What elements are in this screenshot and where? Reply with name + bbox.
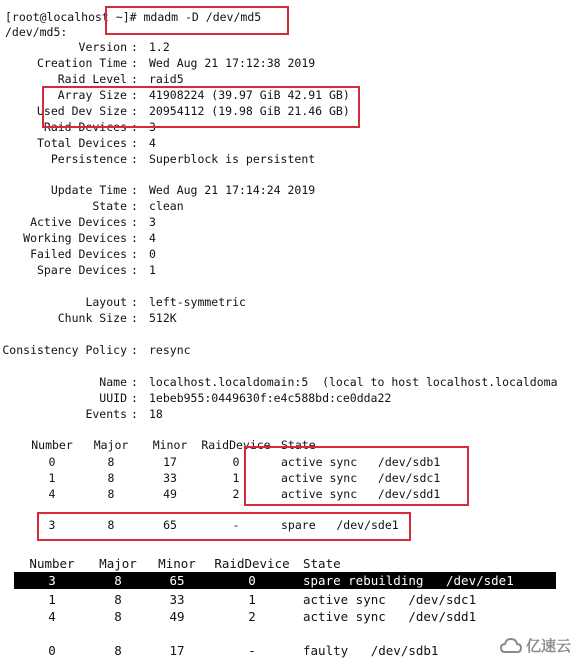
detail-colon: :: [131, 72, 138, 86]
table-header-cell: Major: [93, 438, 129, 452]
detail-key: Raid Level: [57, 72, 127, 86]
watermark-text: 亿速云: [525, 638, 571, 655]
table-cell: active sync /dev/sdc1: [281, 471, 441, 485]
detail-value: Wed Aug 21 17:12:38 2019: [149, 56, 316, 70]
detail-key: Consistency Policy: [2, 343, 127, 357]
table-cell: 1: [232, 471, 240, 485]
table-cell: 8: [107, 471, 115, 485]
table-cell: 4: [48, 487, 56, 501]
detail-key: Raid Devices: [43, 120, 127, 134]
detail-colon: :: [131, 215, 138, 229]
detail-colon: :: [131, 120, 138, 134]
detail-key: Layout: [85, 295, 127, 309]
detail-value: 3: [149, 215, 156, 229]
detail-value: 4: [149, 231, 156, 245]
detail-key: Chunk Size: [57, 311, 127, 325]
table-header-cell: Major: [99, 556, 137, 571]
device-path: /dev/md5:: [5, 25, 68, 39]
table-cell: 0: [248, 573, 256, 588]
detail-key: Failed Devices: [30, 247, 127, 261]
table-cell: -: [248, 643, 256, 658]
table-cell: 8: [114, 573, 122, 588]
detail-colon: :: [131, 343, 138, 357]
detail-value: resync: [149, 343, 191, 357]
command-highlight-box: [105, 6, 289, 35]
detail-value: 1.2: [149, 40, 170, 54]
detail-colon: :: [131, 263, 138, 277]
table-cell: spare rebuilding /dev/sde1: [303, 573, 514, 588]
detail-colon: :: [131, 231, 138, 245]
detail-value: 4: [149, 136, 156, 150]
table-cell: 3: [48, 573, 56, 588]
table-header-cell: Minor: [158, 556, 196, 571]
detail-colon: :: [131, 311, 138, 325]
table-cell: 2: [248, 609, 256, 624]
watermark: [500, 635, 571, 656]
table-cell: 0: [48, 643, 56, 658]
cloud-logo-icon: [500, 637, 522, 655]
detail-value: localhost.localdomain:5 (local to host localhost.localdoma: [149, 375, 558, 389]
detail-colon: :: [131, 40, 138, 54]
detail-key: State: [92, 199, 127, 213]
detail-value: 1: [149, 263, 156, 277]
command-prompt: [root@localhost ~]# mdadm -D /dev/md5: [5, 10, 262, 24]
detail-key: Events: [85, 407, 127, 421]
detail-colon: :: [131, 56, 138, 70]
detail-value: Superblock is persistent: [149, 152, 316, 166]
detail-key: Total Devices: [36, 136, 127, 150]
detail-key: Persistence: [50, 152, 127, 166]
detail-value: 18: [149, 407, 163, 421]
table-cell: active sync /dev/sdd1: [281, 487, 441, 501]
table-header-cell: State: [281, 438, 316, 452]
detail-key: Update Time: [50, 183, 127, 197]
table-cell: 65: [163, 518, 177, 532]
table-cell: 8: [114, 609, 122, 624]
detail-key: Creation Time: [36, 56, 127, 70]
detail-value: 20954112 (19.98 GiB 21.46 GB): [149, 104, 350, 118]
detail-colon: :: [131, 136, 138, 150]
detail-value: 3: [149, 120, 156, 134]
table-cell: 17: [163, 455, 177, 469]
detail-colon: :: [131, 152, 138, 166]
detail-value: Wed Aug 21 17:14:24 2019: [149, 183, 316, 197]
detail-key: Active Devices: [30, 215, 127, 229]
size-highlight-box: [42, 86, 360, 128]
detail-colon: :: [131, 104, 138, 118]
table-cell: -: [232, 518, 240, 532]
table-cell: 33: [163, 471, 177, 485]
table-cell: 8: [114, 592, 122, 607]
detail-value: clean: [149, 199, 184, 213]
table-header-cell: State: [303, 556, 341, 571]
table-cell: 0: [232, 455, 240, 469]
table-cell: 0: [48, 455, 56, 469]
spare-highlight-box: [37, 512, 411, 541]
table-cell: spare /dev/sde1: [281, 518, 399, 532]
table-cell: faulty /dev/sdb1: [303, 643, 439, 658]
table-cell: 8: [107, 518, 115, 532]
detail-key: Array Size: [57, 88, 127, 102]
table-cell: 1: [248, 592, 256, 607]
table-header-cell: Minor: [152, 438, 188, 452]
detail-colon: :: [131, 407, 138, 421]
table-cell: 4: [48, 609, 56, 624]
table-cell: 1: [48, 471, 56, 485]
table-cell: active sync /dev/sdb1: [281, 455, 441, 469]
active-sync-highlight-box: [244, 446, 469, 506]
detail-key: UUID: [99, 391, 127, 405]
table-header-cell: RaidDevice: [214, 556, 290, 571]
table-cell: 49: [169, 609, 185, 624]
detail-key: Name: [99, 375, 127, 389]
detail-colon: :: [131, 391, 138, 405]
table-cell: 17: [169, 643, 185, 658]
detail-value: 512K: [149, 311, 177, 325]
detail-colon: :: [131, 199, 138, 213]
table-cell: 3: [48, 518, 56, 532]
table-cell: 1: [48, 592, 56, 607]
table-cell: 8: [107, 487, 115, 501]
table-cell: active sync /dev/sdc1: [303, 592, 477, 607]
table-cell: 2: [232, 487, 240, 501]
table-cell: 65: [169, 573, 185, 588]
detail-value: 1ebeb955:0449630f:e4c588bd:ce0dda22: [149, 391, 392, 405]
table-cell: 8: [107, 455, 115, 469]
detail-value: left-symmetric: [149, 295, 246, 309]
table-header-cell: Number: [29, 556, 75, 571]
table-cell: 8: [114, 643, 122, 658]
table-cell: 33: [169, 592, 185, 607]
table-cell: active sync /dev/sdd1: [303, 609, 477, 624]
detail-value: 0: [149, 247, 156, 261]
table-cell: 49: [163, 487, 177, 501]
detail-colon: :: [131, 88, 138, 102]
detail-key: Spare Devices: [36, 263, 127, 277]
detail-colon: :: [131, 183, 138, 197]
detail-colon: :: [131, 247, 138, 261]
detail-key: Used Dev Size: [36, 104, 127, 118]
detail-colon: :: [131, 375, 138, 389]
detail-key: Version: [78, 40, 127, 54]
table-header-cell: RaidDevice: [201, 438, 271, 452]
detail-colon: :: [131, 295, 138, 309]
detail-value: raid5: [149, 72, 184, 86]
detail-key: Working Devices: [23, 231, 127, 245]
table-header-cell: Number: [31, 438, 73, 452]
detail-value: 41908224 (39.97 GiB 42.91 GB): [149, 88, 350, 102]
